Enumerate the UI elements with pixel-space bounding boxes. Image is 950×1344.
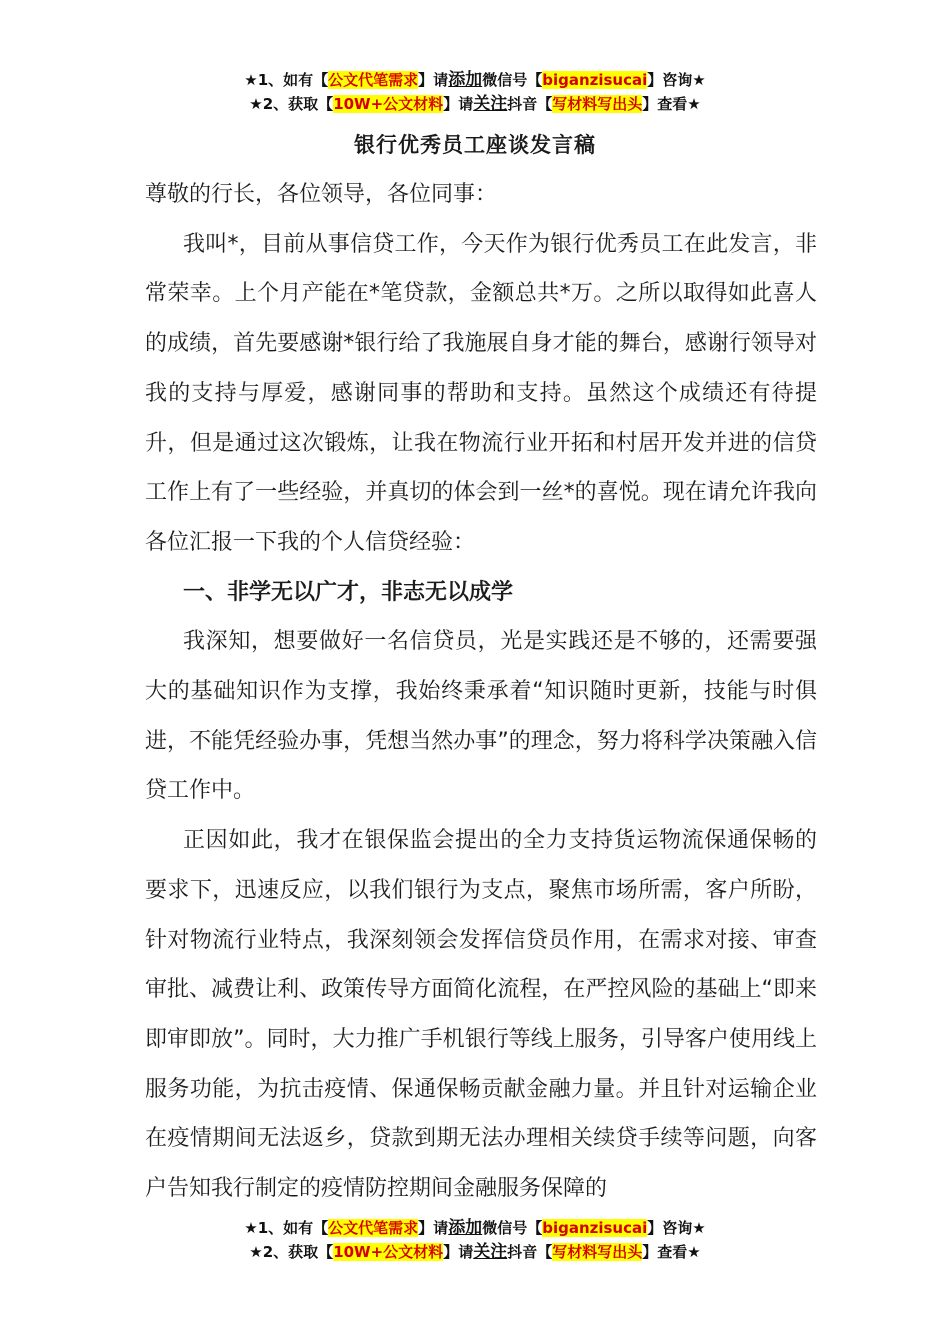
promo-text: ★1、如有【 — [244, 1219, 329, 1237]
promo-emphasis: 关注 — [473, 94, 508, 114]
wechat-id-highlight: biganzisucai — [542, 71, 648, 89]
paragraph-intro: 我叫*，目前从事信贷工作，今天作为银行优秀员工在此发言，非常荣幸。上个月产能在*笔贷款，金额总共*万。之所以取得如此喜人的成绩，首先要感谢*银行给了我施展自身才能的舞台，感谢行领导对我的支持与厚爱，感谢同事的帮助和支持。虽然这个成绩还有待提升，但是通过这次锻炼，让我在物流行业开拓和村居开发并进的信贷工作上有了一些经验，并真切的体会到一丝*的喜悦。现在请允许我向各位汇报一下我的个人信贷经验： — [145, 231, 817, 555]
promo-text: 微信号【 — [482, 1219, 543, 1237]
promo-text: 】查看★ — [642, 95, 701, 113]
promo-text: 】咨询★ — [647, 1219, 706, 1237]
douyin-account-highlight: 写材料写出头 — [552, 1243, 643, 1261]
promo-text: ★2、获取【 — [249, 1243, 334, 1261]
promo-highlight: 公文代笔需求 — [328, 1219, 419, 1237]
promo-line-2 — [0, 92, 950, 116]
paragraph-logistics: 正因如此，我才在银保监会提出的全力支持货运物流保通保畅的要求下，迅速反应，以我们银行为支点，聚焦市场所需，客户所盼，针对物流行业特点，我深刻领会发挥信贷员作用，在需求对接、审查审批、减费让利、政策传导方面简化流程，在严控风险的基础上“即来即审即放”。同时，大力推广手机银行等线上服务，引导客户使用线上服务功能，为抗击疫情、保通保畅贡献金融力量。并且针对运输企业在疫情期间无法返乡，贷款到期无法办理相关续贷手续等问题，向客户告知我行制定的疫情防控期间金融服务保障的 — [145, 828, 817, 1202]
promo-text: 抖音【 — [507, 95, 553, 113]
promo-emphasis: 添加 — [448, 70, 483, 90]
promo-text: ★1、如有【 — [244, 71, 329, 89]
promo-highlight: 10W+公文材料 — [333, 95, 444, 113]
promo-text: 】请 — [418, 1219, 449, 1237]
promo-text: 】请 — [418, 71, 449, 89]
document-body — [145, 170, 817, 1214]
promo-line-1 — [0, 1216, 950, 1240]
promo-text: 微信号【 — [482, 71, 543, 89]
promo-highlight: 10W+公文材料 — [333, 1243, 444, 1261]
document-title: 银行优秀员工座谈发言稿 — [354, 133, 596, 157]
wechat-id-highlight: biganzisucai — [542, 1219, 648, 1237]
promo-line-1 — [0, 68, 950, 92]
douyin-account-highlight: 写材料写出头 — [552, 95, 643, 113]
promo-emphasis: 关注 — [473, 1242, 508, 1262]
promo-header — [0, 68, 950, 116]
promo-text: 】咨询★ — [647, 71, 706, 89]
promo-emphasis: 添加 — [448, 1218, 483, 1238]
promo-footer — [0, 1216, 950, 1264]
promo-text: 】请 — [443, 1243, 474, 1261]
paragraph-knowledge: 我深知，想要做好一名信贷员，光是实践还是不够的，还需要强大的基础知识作为支撑，我始终秉承着“知识随时更新，技能与时俱进，不能凭经验办事，凭想当然办事”的理念，努力将科学决策融入信贷工作中。 — [145, 629, 817, 804]
promo-text: 抖音【 — [507, 1243, 553, 1261]
section-heading-1: 一、非学无以广才，非志无以成学 — [183, 579, 514, 605]
promo-text: 】查看★ — [642, 1243, 701, 1261]
promo-text: 】请 — [443, 95, 474, 113]
promo-text: ★2、获取【 — [249, 95, 334, 113]
promo-line-2 — [0, 1240, 950, 1264]
salutation: 尊敬的行长，各位领导，各位同事： — [145, 182, 498, 207]
promo-highlight: 公文代笔需求 — [328, 71, 419, 89]
